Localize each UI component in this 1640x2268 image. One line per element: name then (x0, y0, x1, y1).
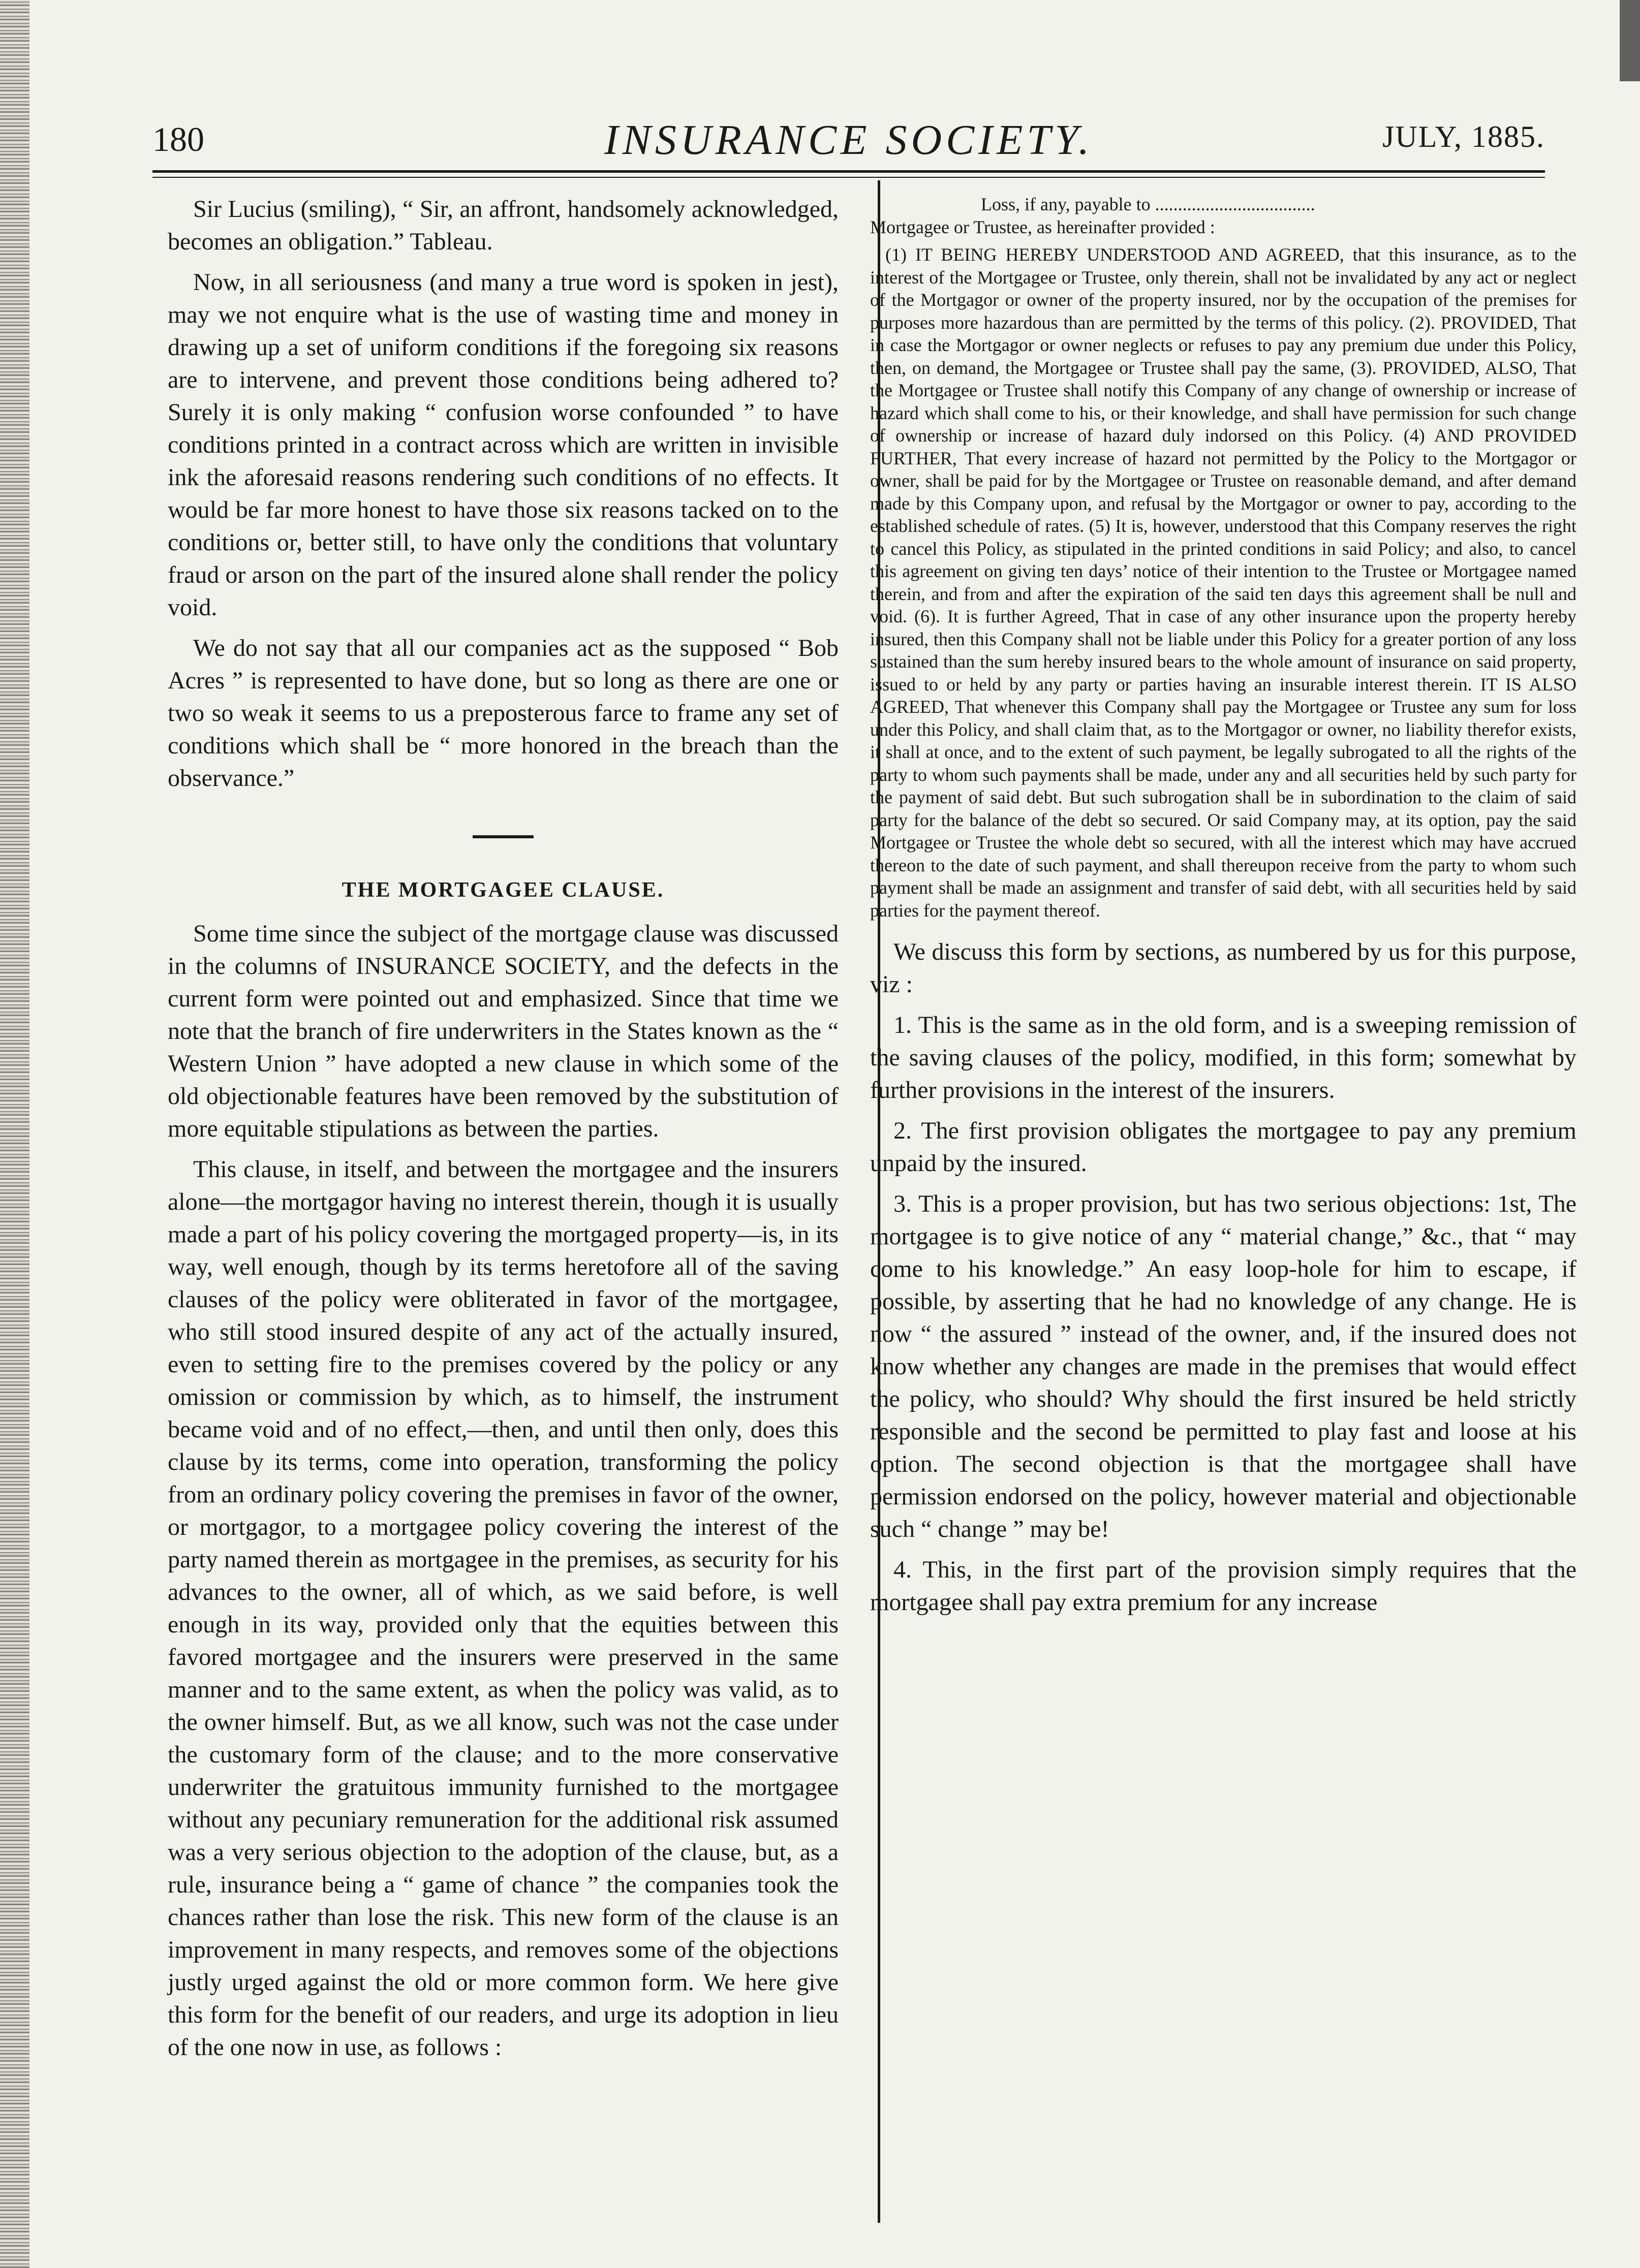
section-heading: THE MORTGAGEE CLAUSE. (342, 878, 665, 902)
page-number: 180 (152, 120, 204, 159)
paragraph: We do not say that all our companies act as the supposed “ Bob Acres ” is represented to have done, but so long as there are one or two so weak it seems to us a preposterous farce to frame any set of conditions which shall be “ more honored in the breach than the observance.” (168, 635, 839, 792)
paragraph: 2. The first provision obligates the mortgagee to pay any premium unpaid by the insured. (870, 1117, 1576, 1177)
scan-edge-right (1620, 0, 1640, 81)
loss-payable-line: Loss, if any, payable to ................................... (981, 194, 1315, 214)
header-rule (152, 170, 1545, 178)
scan-edge (0, 0, 29, 2268)
paragraph: 4. This, in the first part of the provision simply requires that the mortgagee shall pay extra premium for any increase (870, 1556, 1576, 1616)
paragraph: 3. This is a proper provision, but has two serious objections: 1st, The mortgagee is to give notice of any “ material change,” &c., that “ may come to his knowledge.” An easy loop-hole for him to escape, if possible, by asserting that he had no knowledge of any change. He is now “ the assured ” instead of the owner, and, if the insured does not know whether any changes are made in the premises that would effect the policy, who should? Why should the first insured be held strictly responsible and the second be permitted to play fast and loose at his option. The second objection is that the mortgagee shall have permission endorsed on the policy, however material and objectionable such “ change ” may be! (870, 1190, 1576, 1542)
journal-title: INSURANCE SOCIETY. (604, 116, 1094, 164)
section-separator (473, 835, 534, 838)
paragraph: 1. This is the same as in the old form, and is a sweeping remission of the saving clauses of the policy, modified, in this form; somewhat by further provisions in the interest of the insurers. (870, 1012, 1576, 1104)
paragraph: Now, in all seriousness (and many a true word is spoken in jest), may we not enquire what is the use of wasting time and money in drawing up a set of uniform conditions if the foregoing six reasons are to intervene, and prevent those conditions being adhered to? Surely it is only making “ confusion worse confounded ” to have conditions printed in a contract across which are written in invisible ink the aforesaid reasons rendering such conditions of no effects. It would be far more honest to have those six reasons tacked on to the conditions or, better still, to have only the conditions that voluntary fraud or arson on the part of the insured alone shall render the policy void. (168, 269, 839, 621)
paragraph: We discuss this form by sections, as numbered by us for this purpose, viz : (870, 938, 1576, 998)
discussion (870, 936, 1576, 1619)
page-header (152, 116, 1545, 165)
issue-date: JULY, 1885. (1382, 120, 1545, 153)
paragraph: This clause, in itself, and between the mortgagee and the insurers alone—the mortgagor having no interest therein, though it is usually made a part of his policy covering the mortgaged property—is, in its way, well enough, though by its terms heretofore all of the saving clauses of the policy were obliterated in favor of the mortgagee, who still stood insured despite of any act of the actually insured, even to setting fire to the premises covered by the policy or any omission or commission by which, as to himself, the instrument became void and of no effect,—then, and until then only, does this clause by its terms, come into operation, transforming the policy from an ordinary policy covering the premises in favor of the owner, or mortgagor, to a mortgagee policy covering the interest of the party named therein as mortgagee in the premises, as security for his advances to the owner, all of which, as we said before, is well enough in its way, provided only that the equities between this favored mortgagee and the insurers were preserved in the same manner and to the same extent, as when the policy was valid, as to the owner himself. But, as we all know, such was not the case under the customary form of the clause; and to the more conservative underwriter the gratuitous immunity furnished to the mortgagee without any pecuniary remuneration for the additional risk assumed was a very serious objection to the adoption of the clause, but, as a rule, insurance being a “ game of chance ” the companies took the chances rather than lose the risk. This new form of the clause is an improvement in many respects, and removes some of the objections justly urged against the old or more common form. We here give this form for the benefit of our readers, and urge its adoption in lieu of the one now in use, as follows : (168, 1156, 839, 2061)
right-column (870, 193, 1576, 1627)
mortgagee-line: Mortgagee or Trustee, as hereinafter provided : (870, 216, 1215, 237)
clause-body: (1) IT BEING HEREBY UNDERSTOOD AND AGREED, that this insurance, as to the interest of the Mortgagee or Trustee, only therein, shall not be invalidated by any act or neglect of the Mortgagor or owner of the property insured, nor by the occupation of the premises for purposes more hazardous than are permitted by the terms of this policy. (2). PROVIDED, That in case the Mortgagor or owner neglects or refuses to pay any premium due under this Policy, then, on demand, the Mortgagee or Trustee shall pay the same, (3). PROVIDED, ALSO, That the Mortgagee or Trustee shall notify this Company of any change of ownership or increase of hazard which shall come to his, or their knowledge, and shall have permission for such change of ownership or increase of hazard duly indorsed on this Policy. (4) AND PROVIDED FURTHER, That every increase of hazard not permitted by the Policy to the Mortgagor or owner, shall be paid for by the Mortgagee or Trustee on reasonable demand, and after demand made by this Company upon, and refusal by the Mortgagor or owner to pay, according to the established schedule of rates. (5) It is, however, understood that this Company reserves the right to cancel this Policy, as stipulated in the printed conditions in said Policy; and also, to cancel this agreement on giving ten days’ notice of their intention to the Trustee or Mortgagee named therein, and from and after the expiration of the said ten days this agreement shall be null and void. (6). It is further Agreed, That in case of any other insurance upon the property hereby insured, then this Company shall not be liable under this Policy for a greater portion of any loss sustained than the sum hereby insured bears to the whole amount of insurance on said property, issued to or held by any party or parties having an insurable interest therein. IT IS ALSO AGREED, That whenever this Company shall pay the Mortgagee or Trustee any sum for loss under this Policy, and shall claim that, as to the Mortgagor or owner, no liability therefor exists, it shall at once, and to the extent of such payment, be legally subrogated to all the rights of the party to whom such payments shall be made, under any and all securities held by such party for the payment of said debt. But such subrogation shall be in subordination to the claim of said party for the balance of the debt so secured. Or said Company may, at its option, pay the said Mortgagee or Trustee the whole debt so secured, with all the interest which may have accrued thereon to the date of such payment, and shall thereupon receive from the party to whom such payment shall be made an assignment and transfer of said debt, with all securities held by said parties for the payment thereof. (870, 244, 1576, 921)
paragraph: Some time since the subject of the mortgage clause was discussed in the columns of INSURANCE SOCIETY, and the defects in the current form were pointed out and emphasized. Since that time we note that the branch of fire underwriters in the States known as the “ Western Union ” have adopted a new clause in which some of the old objectionable features have been removed by the substitution of more equitable stipulations as between the parties. (168, 920, 839, 1142)
clause-text (870, 193, 1576, 922)
left-column (168, 193, 839, 2072)
paragraph: Sir Lucius (smiling), “ Sir, an affront, handsomely acknowledged, becomes an obligation.” Tableau. (168, 196, 839, 255)
